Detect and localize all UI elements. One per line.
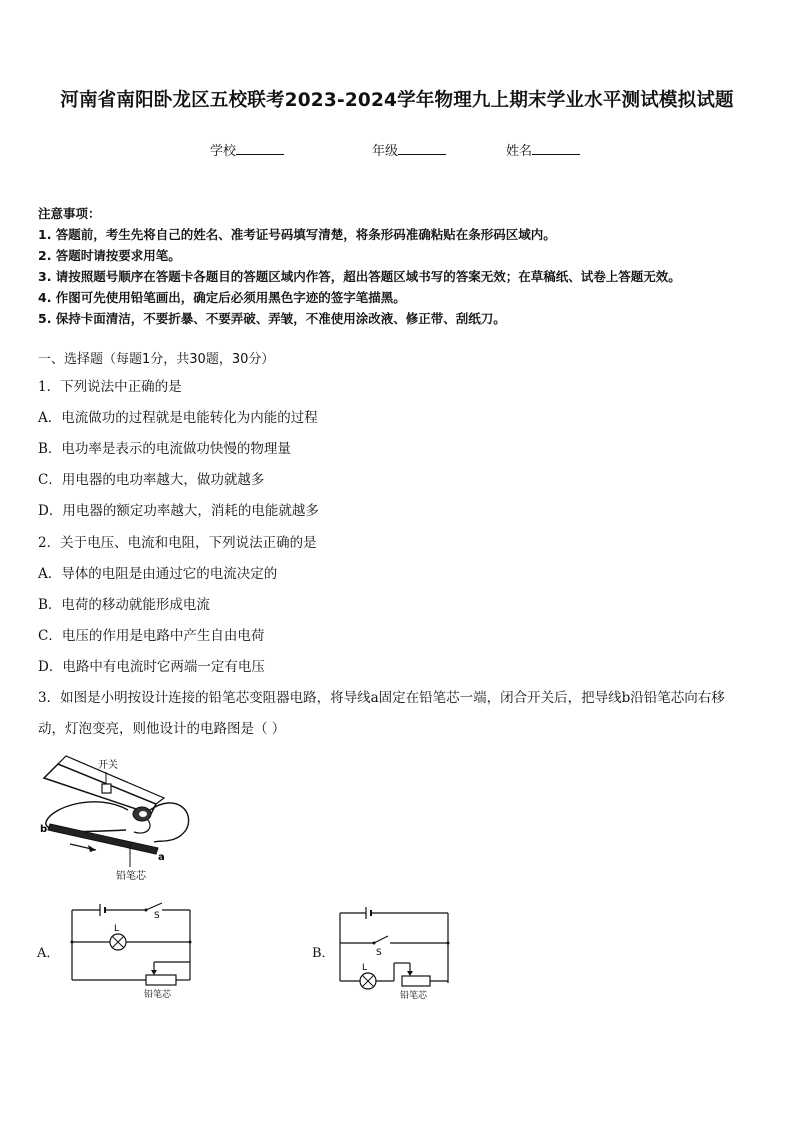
question-1-option-b: B．电功率是表示的电流做功快慢的物理量 [38, 441, 291, 457]
circuit-b-option-label: B． [312, 946, 335, 961]
question-2-option-a: A．导体的电阻是由通过它的电流决定的 [38, 566, 278, 582]
grade-label: 年级 [372, 144, 399, 159]
question-1-option-d: D．用电器的额定功率越大，消耗的电能就越多 [38, 503, 319, 519]
note-item: 5. 保持卡面清洁，不要折暴、不要弄破、弄皱，不准使用涂改液、修正带、刮纸刀。 [38, 311, 506, 326]
question-1-option-c: C．用电器的电功率越大，做功就越多 [38, 472, 265, 488]
label-b: b [40, 824, 48, 835]
page-title: 河南省南阳卧龙区五校联考2023-2024学年物理九上期末学业水平测试模拟试题 [60, 90, 734, 111]
question-2-option-c: C．电压的作用是电路中产生自由电荷 [38, 628, 265, 644]
pencil-rheostat-figure [36, 752, 206, 882]
section-heading: 一、选择题（每题1分，共30题，30分） [38, 352, 275, 367]
grade-blank [398, 142, 446, 155]
circuit-a-diagram [68, 900, 198, 1000]
circuit-b-pencil-label: 铅笔芯 [400, 991, 428, 1001]
grade-field [372, 140, 446, 159]
question-3-stem-line2: 动，灯泡变亮，则他设计的电路图是（ ） [38, 721, 286, 737]
school-blank [236, 142, 284, 155]
notes-heading: 注意事项： [38, 206, 101, 221]
note-item: 1. 答题前，考生先将自己的姓名、准考证号码填写清楚，将条形码准确粘贴在条形码区域内。 [38, 227, 556, 242]
notes-block [38, 203, 681, 329]
name-label: 姓名 [506, 144, 533, 159]
question-2-stem: 2．关于电压、电流和电阻，下列说法正确的是 [38, 535, 317, 551]
circuit-a-switch-label: S [154, 911, 160, 921]
circuit-a-pencil-label: 铅笔芯 [144, 990, 172, 1000]
note-item: 2. 答题时请按要求用笔。 [38, 248, 181, 263]
switch-label: 开关 [98, 760, 118, 771]
note-item: 4. 作图可先使用铅笔画出，确定后必须用黑色字迹的签字笔描黑。 [38, 290, 406, 305]
name-blank [532, 142, 580, 155]
circuit-b-diagram [336, 903, 456, 1003]
circuit-b-lamp-label: L [362, 963, 368, 973]
pencil-label: 铅笔芯 [116, 871, 146, 882]
circuit-a-lamp-label: L [114, 924, 120, 934]
circuit-b-switch-label: S [376, 948, 382, 958]
question-1-stem: 1．下列说法中正确的是 [38, 379, 182, 395]
question-2-option-b: B．电荷的移动就能形成电流 [38, 597, 210, 613]
circuit-a-option-label: A． [37, 946, 60, 961]
question-2-option-d: D．电路中有电流时它两端一定有电压 [38, 659, 265, 675]
label-a: a [158, 852, 165, 863]
question-1-option-a: A．电流做功的过程就是电能转化为内能的过程 [38, 410, 318, 426]
question-3-stem-line1: 3．如图是小明按设计连接的铅笔芯变阻器电路，将导线a固定在铅笔芯一端，闭合开关后，把导线b沿铅笔芯向右移 [38, 690, 725, 706]
note-item: 3. 请按照题号顺序在答题卡各题目的答题区域内作答，超出答题区域书写的答案无效；在草稿纸、试卷上答题无效。 [38, 269, 681, 284]
school-label: 学校 [210, 144, 237, 159]
school-field [210, 140, 284, 159]
name-field [506, 140, 580, 159]
